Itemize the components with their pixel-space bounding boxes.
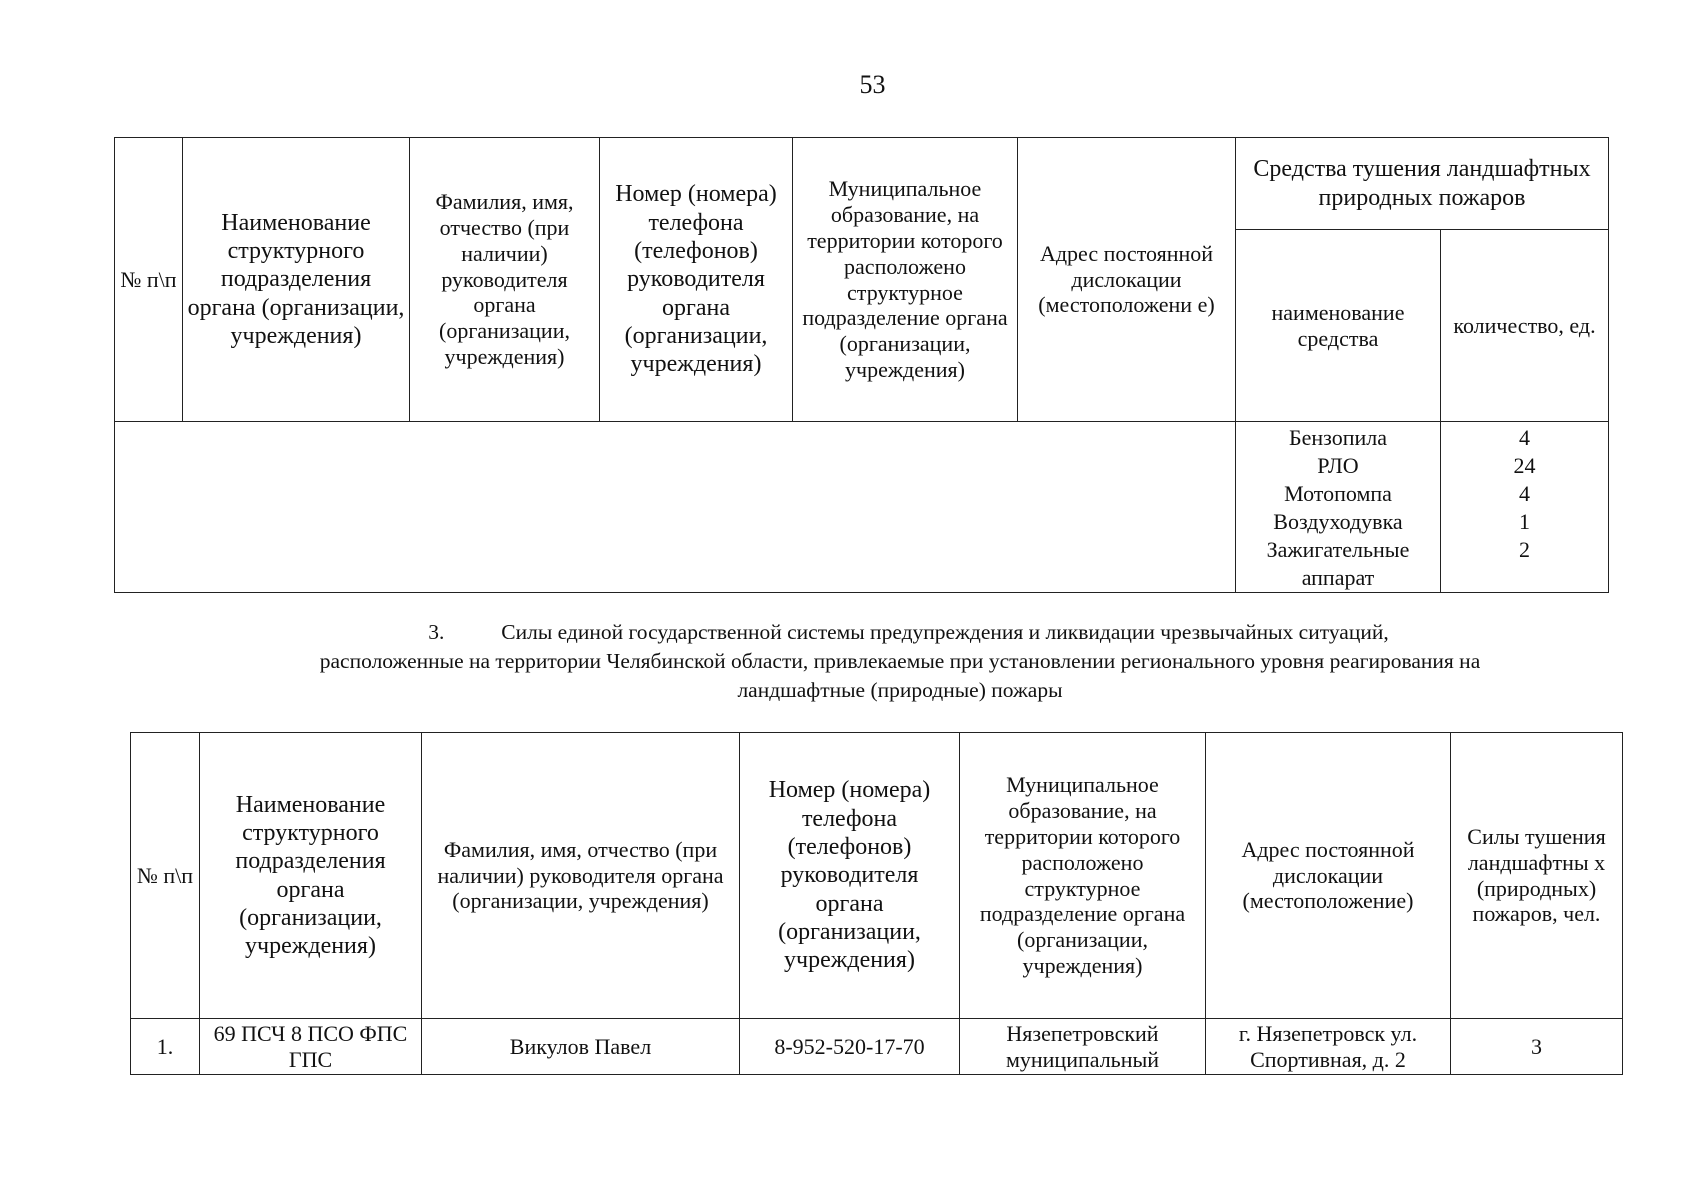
header-unit-name: Наименование структурного подразделения органа (организации, учреждения) xyxy=(200,733,422,1019)
forces-table xyxy=(130,732,1623,1075)
section-title-line-1 xyxy=(120,618,1680,647)
row-phone: 8-952-520-17-70 xyxy=(740,1019,960,1075)
row-head-name: Викулов Павел xyxy=(422,1019,740,1075)
header-unit-name: Наименование структурного подразделения органа (организации, учреждения) xyxy=(183,138,410,422)
header-num: № п\п xyxy=(115,138,183,422)
means-names-cell: Бензопила РЛО Мотопомпа Воздуходувка Зажигательные аппарат xyxy=(1236,422,1441,593)
row-unit-name: 69 ПСЧ 8 ПСО ФПС ГПС xyxy=(200,1019,422,1075)
section-title-text-1: Силы единой государственной системы предупреждения и ликвидации чрезвычайных ситуаций, xyxy=(501,620,1389,644)
empty-merged-cell xyxy=(115,422,1236,593)
row-num: 1. xyxy=(131,1019,200,1075)
page-number: 53 xyxy=(859,70,886,99)
header-means-name: наименование средства xyxy=(1236,230,1441,422)
row-address: г. Нязепетровск ул. Спортивная, д. 2 xyxy=(1206,1019,1451,1075)
header-head-name: Фамилия, имя, отчество (при наличии) руководителя органа (организации, учреждения) xyxy=(410,138,600,422)
header-address: Адрес постоянной дислокации (местоположени е) xyxy=(1018,138,1236,422)
section-number: 3. xyxy=(428,620,445,644)
header-phone: Номер (номера) телефона (телефонов) руководителя органа (организации, учреждения) xyxy=(740,733,960,1019)
table-row xyxy=(131,1019,1623,1075)
fire-means-table xyxy=(114,137,1609,593)
header-forces: Силы тушения ландшафтны х (природных) пожаров, чел. xyxy=(1451,733,1623,1019)
row-municipality: Нязепетровский муниципальный xyxy=(960,1019,1206,1075)
header-means-qty: количество, ед. xyxy=(1441,230,1609,422)
header-municipality: Муниципальное образование, на территории которого расположено структурное подразделение органа (организации, учреждения) xyxy=(793,138,1018,422)
header-municipality: Муниципальное образование, на территории которого расположено структурное подразделение органа (организации, учреждения) xyxy=(960,733,1206,1019)
header-num: № п\п xyxy=(131,733,200,1019)
section-title-line-2: расположенные на территории Челябинской области, привлекаемые при установлении регионального уровня реагирования на xyxy=(319,649,1481,673)
header-means-group: Средства тушения ландшафтных природных пожаров xyxy=(1236,138,1609,230)
header-head-name: Фамилия, имя, отчество (при наличии) руководителя органа (организации, учреждения) xyxy=(422,733,740,1019)
means-qty-cell: 4 24 4 1 2 xyxy=(1441,422,1609,593)
row-forces: 3 xyxy=(1451,1019,1623,1075)
section-title-line-3: ландшафтные (природные) пожары xyxy=(737,678,1063,702)
header-address: Адрес постоянной дислокации (местоположение) xyxy=(1206,733,1451,1019)
header-phone: Номер (номера) телефона (телефонов) руководителя органа (организации, учреждения) xyxy=(600,138,793,422)
section-title xyxy=(120,618,1680,705)
